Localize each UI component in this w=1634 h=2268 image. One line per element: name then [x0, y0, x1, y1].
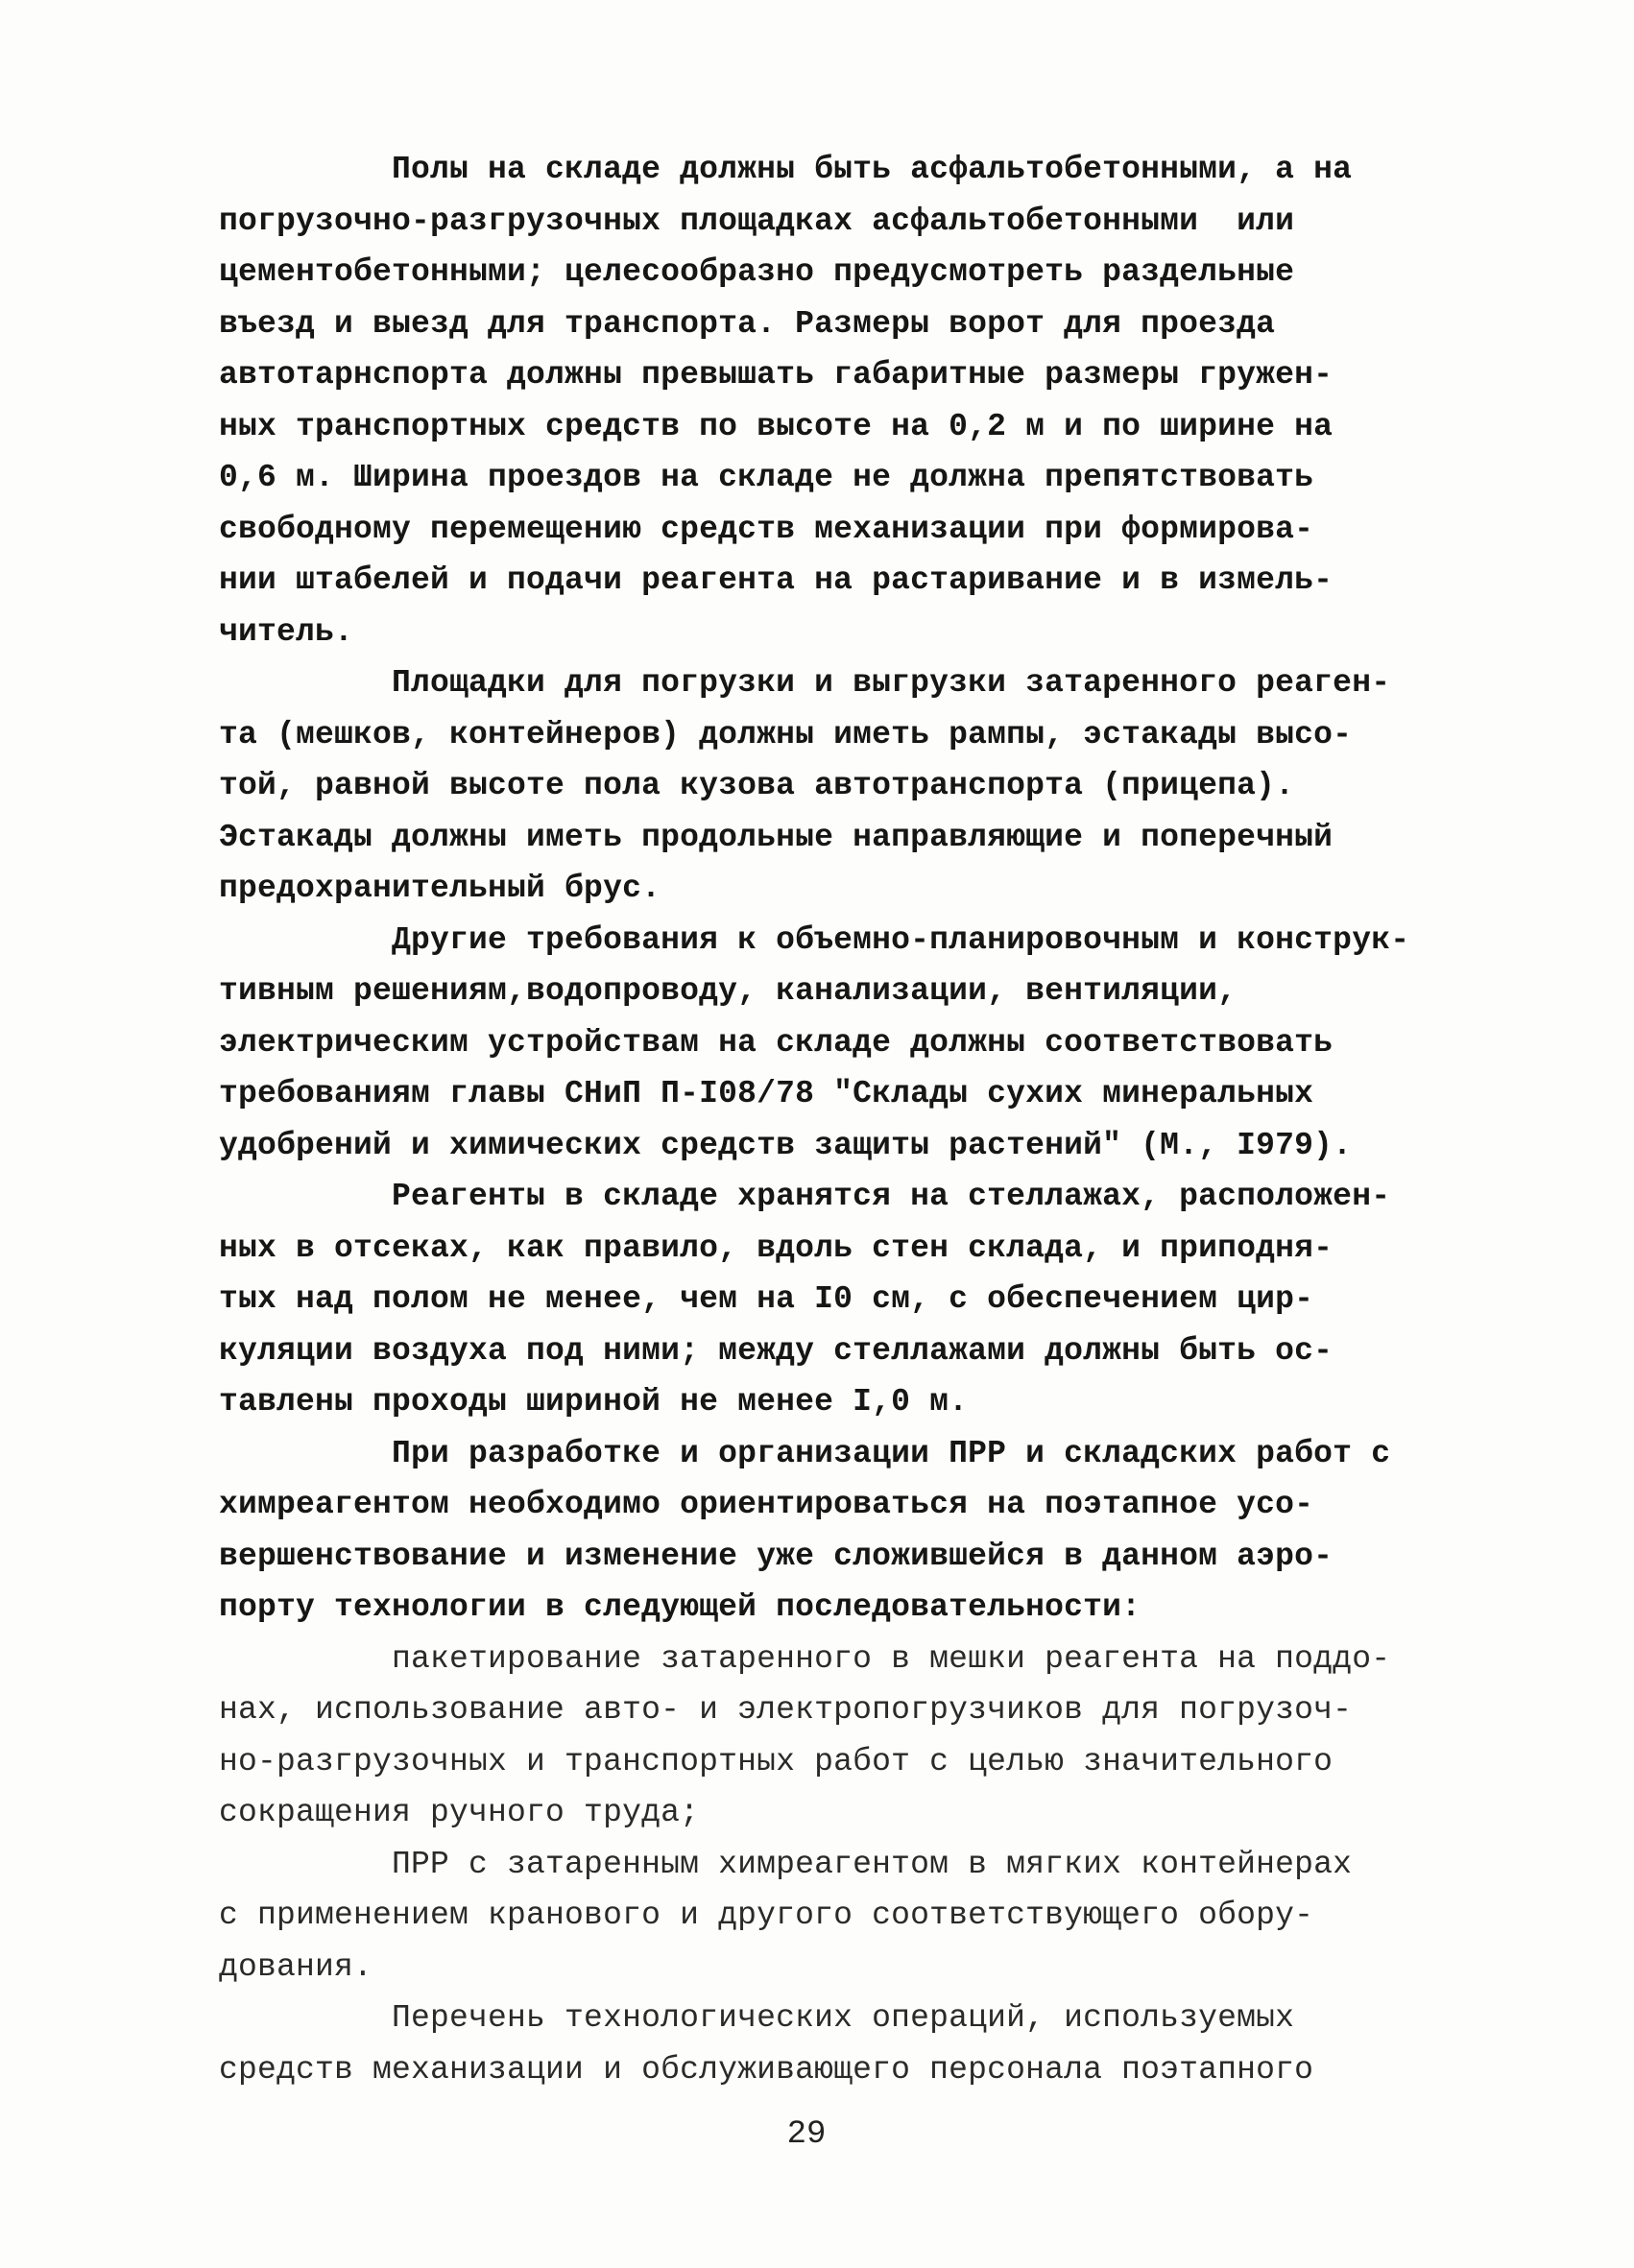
text-line: химреагентом необходимо ориентироваться на поэтапное усо- [219, 1487, 1314, 1522]
text-line: порту технологии в следующей последовательности: [219, 1589, 1141, 1625]
text-line: Реагенты в складе хранятся на стеллажах, расположен- [219, 1179, 1391, 1214]
text-line: предохранительный брус. [219, 871, 661, 906]
text-line: въезд и выезд для транспорта. Размеры ворот для проезда [219, 305, 1276, 342]
text-line: Эстакады должны иметь продольные направляющие и поперечный [219, 819, 1334, 855]
text-line: цементобетонными; целесообразно предусмотреть раздельные [219, 254, 1295, 290]
text-line: той, равной высоте пола кузова автотранспорта (прицепа). [219, 768, 1295, 803]
text-line: та (мешков, контейнеров) должны иметь рампы, эстакады высо- [219, 716, 1353, 752]
text-line: Перечень технологических операций, используемых [219, 2000, 1295, 2036]
text-line: требованиям главы СНиП П-I08/78 "Склады сухих минеральных [219, 1076, 1314, 1111]
body-text [219, 144, 1409, 2095]
text-line: ных в отсеках, как правило, вдоль стен склада, и приподня- [219, 1229, 1334, 1266]
text-line: нах, использование авто- и электропогрузчиков для погрузоч- [219, 1692, 1353, 1728]
text-line: ПРР с затаренным химреагентом в мягких контейнерах [219, 1846, 1353, 1882]
text-line: нии штабелей и подачи реагента на растаривание и в измель- [219, 562, 1334, 598]
text-line: читель. [219, 613, 354, 650]
text-line: Полы на складе должны быть асфальтобетонными, а на [219, 152, 1353, 187]
text-line: пакетирование затаренного в мешки реагента на поддо- [219, 1640, 1391, 1677]
text-line: но-разгрузочных и транспортных работ с целью значительного [219, 1743, 1334, 1779]
text-line: свободному перемещению средств механизации при формирова- [219, 511, 1314, 547]
text-line: тавлены проходы шириной не менее I,0 м. [219, 1384, 969, 1420]
text-line: с применением кранового и другого соответствующего обору- [219, 1898, 1314, 1933]
text-line: 0,6 м. Ширина проездов на складе не должна препятствовать [219, 460, 1314, 495]
text-line: электрическим устройствам на складе должны соответствовать [219, 1024, 1334, 1061]
text-line: погрузочно-разгрузочных площадках асфальтобетонными или [219, 203, 1295, 239]
text-line: Другие требования к объемно-планировочным и конструк- [219, 921, 1410, 958]
text-line: удобрений и химических средств защиты растений" (М., I979). [219, 1127, 1353, 1163]
text-line: тивным решениям,водопроводу, канализации, вентиляции, [219, 973, 1238, 1009]
text-line: При разработке и организации ПРР и складских работ с [219, 1435, 1391, 1471]
text-line: вершенствование и изменение уже сложившейся в данном аэро- [219, 1538, 1334, 1574]
text-line: Площадки для погрузки и выгрузки затаренного реаген- [219, 665, 1391, 701]
text-line: тых над полом не менее, чем на I0 см, с обеспечением цир- [219, 1281, 1314, 1317]
text-line: куляции воздуха под ними; между стеллажами должны быть ос- [219, 1332, 1334, 1369]
text-line: средств механизации и обслуживающего персонала поэтапного [219, 2051, 1314, 2088]
text-line: сокращения ручного труда; [219, 1795, 700, 1830]
text-line: дования. [219, 1948, 373, 1985]
text-line: ных транспортных средств по высоте на 0,2 м и по ширине на [219, 408, 1334, 444]
page-number: 29 [786, 2116, 827, 2153]
text-line: автотарнспорта должны превышать габаритные размеры гружен- [219, 357, 1334, 393]
